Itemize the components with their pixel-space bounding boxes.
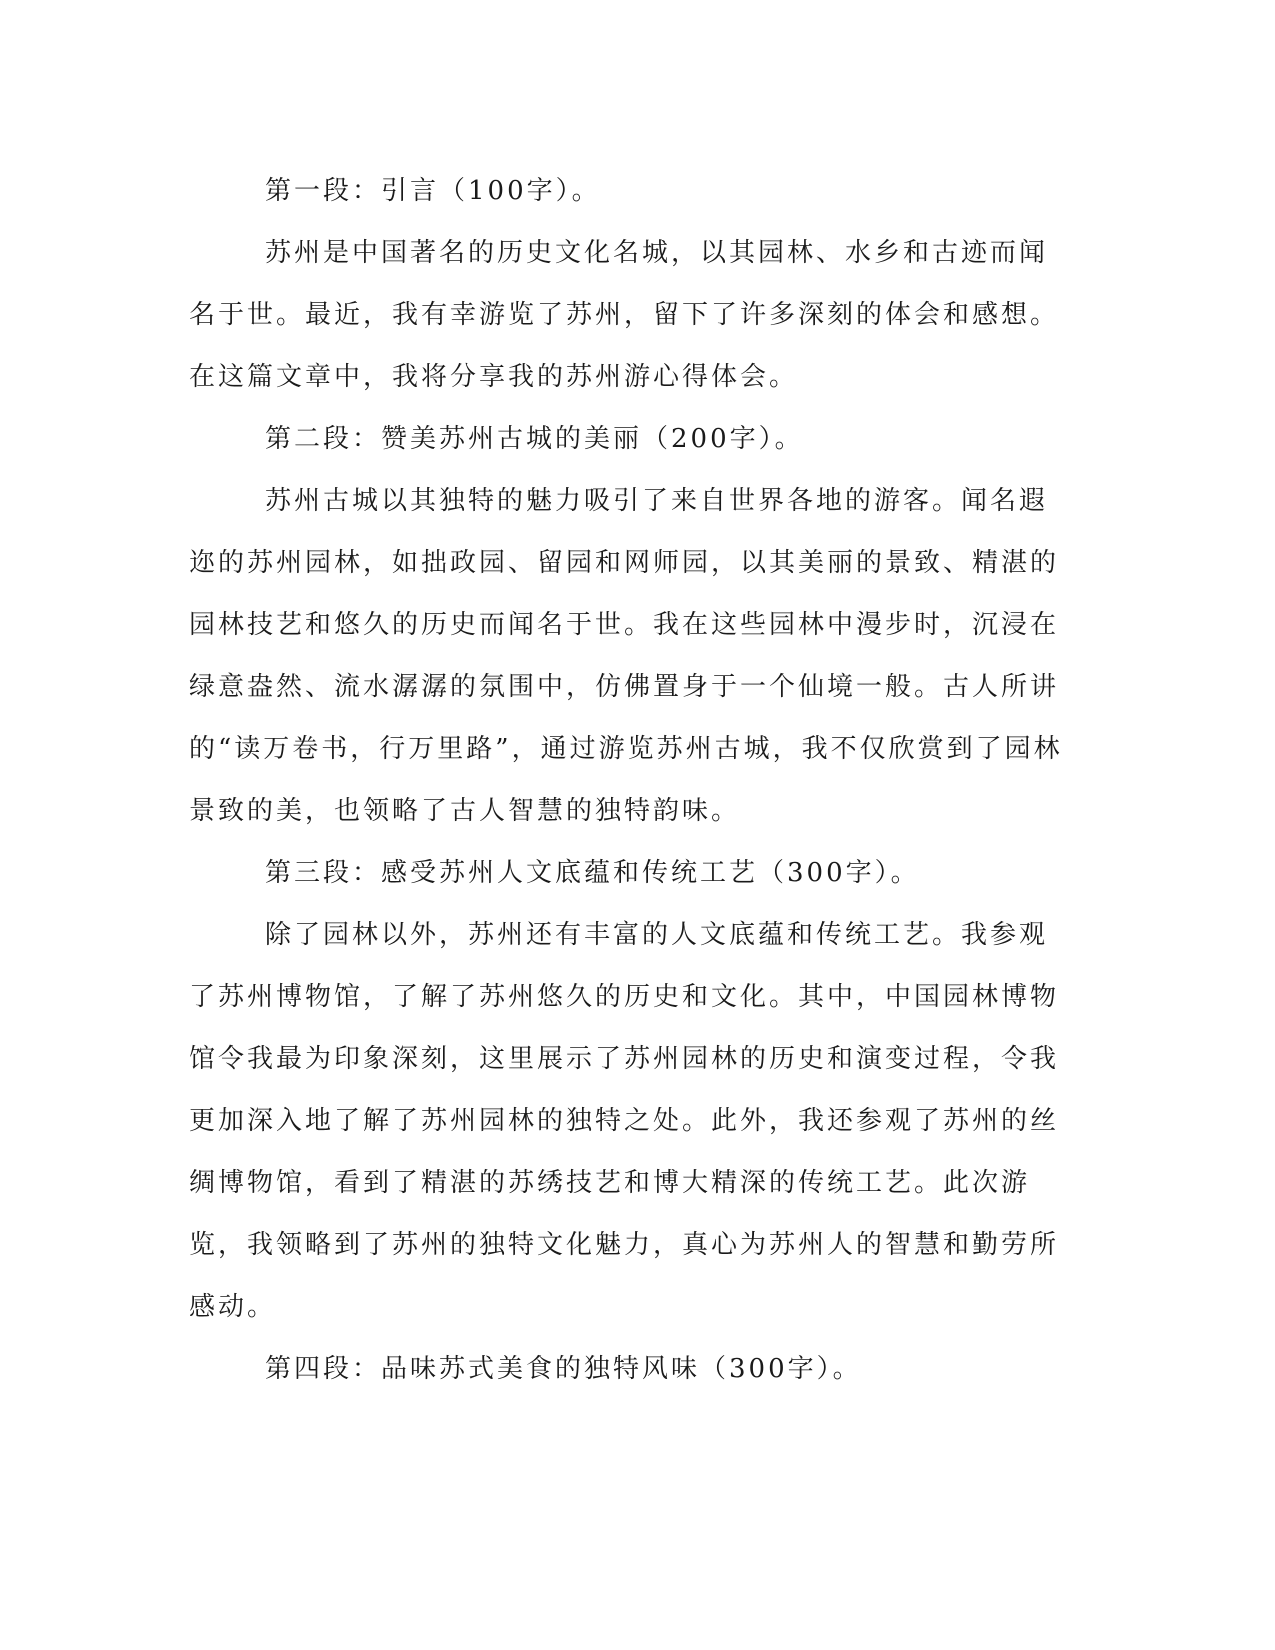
section-3-heading: 第三段：感受苏州人文底蕴和传统工艺（300字）。 bbox=[265, 858, 920, 888]
section-3-paragraph: 除了园林以外，苏州还有丰富的人文底蕴和传统工艺。我参观了苏州博物馆，了解了苏州悠久的历史和文化。其中，中国园林博物馆令我最为印象深刻，这里展示了苏州园林的历史和演变过程，令我更加深入地了解了苏州园林的独特之处。此外，我还参观了苏州的丝绸博物馆，看到了精湛的苏绣技艺和博大精深的传统工艺。此次游览，我领略到了苏州的独特文化魅力，真心为苏州人的智慧和勤劳所感动。 bbox=[189, 920, 1060, 1322]
section-2-paragraph: 苏州古城以其独特的魅力吸引了来自世界各地的游客。闻名遐迩的苏州园林，如拙政园、留园和网师园，以其美丽的景致、精湛的园林技艺和悠久的历史而闻名于世。我在这些园林中漫步时，沉浸在绿意盎然、流水潺潺的氛围中，仿佛置身于一个仙境一般。古人所讲的“读万卷书，行万里路”，通过游览苏州古城，我不仅欣赏到了园林景致的美，也领略了古人智慧的独特韵味。 bbox=[189, 486, 1063, 826]
section-1-paragraph: 苏州是中国著名的历史文化名城，以其园林、水乡和古迹而闻名于世。最近，我有幸游览了苏州，留下了许多深刻的体会和感想。在这篇文章中，我将分享我的苏州游心得体会。 bbox=[189, 238, 1060, 392]
section-1-heading: 第一段：引言（100字）。 bbox=[265, 176, 601, 206]
document-body bbox=[189, 160, 1069, 1400]
section-2-heading: 第二段：赞美苏州古城的美丽（200字）。 bbox=[265, 424, 804, 454]
section-4-heading: 第四段：品味苏式美食的独特风味（300字）。 bbox=[265, 1354, 862, 1384]
